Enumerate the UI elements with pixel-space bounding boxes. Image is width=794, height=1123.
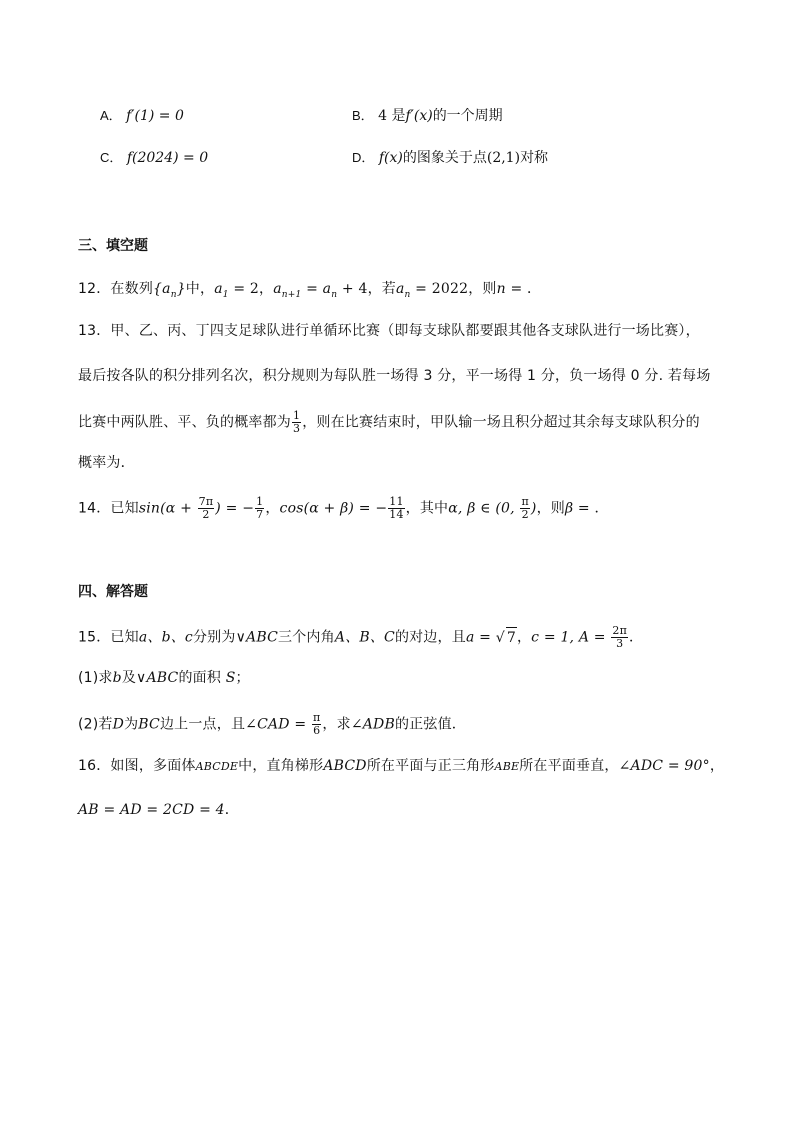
q14-cos-pre: cos(α + β) = − (279, 500, 388, 517)
q14-f2-num: 1 (256, 495, 264, 508)
q12-seq-open: {a (153, 281, 171, 297)
q14-f2-den: 7 (256, 508, 264, 521)
section-title-answer: 四、解答题 (78, 584, 148, 600)
q15-frac (611, 625, 628, 650)
option-a-label: A． (100, 108, 122, 123)
q14-frac-2 (255, 496, 264, 521)
q15-p1-tri: ∨ABC (136, 670, 179, 686)
q12-an-val: = 2022 (410, 281, 469, 297)
option-b-text-post: 的一个周期 (432, 108, 503, 124)
q14-frac-1 (198, 496, 215, 521)
q15-p1-mid: 及 (121, 670, 137, 686)
option-c-expr: f(2024) = 0 (126, 150, 209, 166)
q14-text-3: ，则 (536, 500, 565, 517)
q16-text-3: 所在平面与正三角形 (366, 758, 495, 774)
q14-frac-4 (520, 496, 529, 521)
q16-text-4: 所在平面垂直， (519, 758, 619, 774)
option-b-text: 是 (391, 108, 406, 124)
q15-p1-b: b (112, 670, 122, 686)
q15-a-eq: a = (465, 629, 496, 646)
option-d-label: D． (352, 150, 375, 165)
q12-an-sub: n (404, 289, 411, 300)
q12-a1-val: = 2 (228, 281, 260, 297)
question-13-line-4: 概率为． (78, 455, 135, 471)
q15-number: 15． (78, 629, 111, 646)
option-b-label: B． (352, 108, 374, 123)
option-d-text-mid: 的图象关于点 (402, 150, 487, 166)
q15-p2-fnum: π (312, 711, 321, 724)
q15-sep: ， (516, 629, 532, 646)
q12-text-2: 中， (185, 281, 215, 297)
option-a-expr: f′(1) = 0 (126, 108, 184, 124)
option-c (100, 148, 208, 168)
q14-sep: ， (265, 500, 280, 517)
q12-an-var: a (395, 281, 405, 297)
q15-p2-ang: ∠CAD = (245, 716, 311, 733)
q12-text-3: ，若 (367, 281, 396, 297)
q16-text-1: 如图，多面体 (110, 758, 196, 774)
question-13-line-1: 13．甲、乙、丙、丁四支足球队进行单循环比赛（即每支球队都要跟其他各支球队进行一场比赛）， (78, 323, 700, 339)
q15-p2-t3: ，求 (322, 716, 351, 733)
q15-text-4: 的对边，且 (394, 629, 466, 646)
option-d-expr: f(x) (378, 150, 403, 166)
option-b-number: 4 (378, 108, 388, 124)
q12-text-4: ，则 (468, 281, 497, 297)
q15-text-2: 分别为 (192, 629, 236, 646)
q16-line2: AB = AD = 2CD = 4 (78, 802, 225, 818)
q15-text-1: 已知 (110, 629, 139, 646)
question-16-line-2 (78, 800, 239, 820)
q14-sin-pre: sin(α + (138, 500, 197, 517)
q14-f1-num: 7π (198, 495, 214, 508)
q16-angle: ∠ADC = 90° (618, 758, 710, 774)
q14-text-1: 已知 (110, 500, 139, 517)
q16-tri: ABE (494, 760, 520, 773)
q14-f1-den: 2 (202, 508, 210, 521)
option-d-text-post: 对称 (520, 150, 549, 166)
q15-c-eq: c = 1, A = (531, 629, 611, 646)
q12-sequence (153, 281, 186, 300)
q12-recurrence (273, 281, 368, 300)
q14-ab-end: ) (530, 500, 537, 517)
q13-fraction (292, 410, 301, 435)
q14-sin-mid: ) = − (215, 500, 255, 517)
q14-frac-3 (388, 496, 404, 521)
option-d-point: (2,1) (486, 150, 521, 166)
q16-text-5: ， (709, 758, 725, 774)
option-c-label: C． (100, 150, 123, 165)
q15-p2-t2: 边上一点，且 (159, 716, 246, 733)
q15-p2-bc: BC (138, 716, 160, 733)
section-title-fill: 三、填空题 (78, 238, 148, 254)
q15-f-num: 2π (612, 624, 628, 637)
q12-a1-var: a (214, 281, 223, 297)
q16-line2-end: ． (224, 802, 239, 818)
q12-a1 (214, 281, 260, 300)
question-14 (78, 496, 609, 521)
q14-alpha-beta: α, β ∈ (0, (448, 500, 520, 517)
question-15 (78, 625, 643, 650)
option-b-expr: f′(x) (405, 108, 433, 124)
q14-f4-num: π (521, 495, 529, 508)
q15-p2-frac (312, 712, 321, 737)
q13-frac-den: 3 (293, 422, 301, 435)
question-13-line-3 (78, 410, 700, 435)
q14-number: 14． (78, 500, 111, 517)
question-16 (78, 756, 724, 777)
q16-text-2: 中，直角梯形 (238, 758, 324, 774)
q15-sqrt: √ 7 (496, 630, 517, 646)
option-a (100, 106, 184, 126)
question-13-line-2: 最后按各队的积分排列名次，积分规则为每队胜一场得 3 分，平一场得 1 分，负一场得 0 分. 若每场 (78, 368, 711, 384)
q13-line3-post: ，则在比赛结束时，甲队输一场且积分超过其余每支球队积分的 (302, 414, 700, 431)
option-b (352, 106, 503, 126)
q15-p1-s: S (221, 670, 236, 686)
q12-seq-close: } (176, 281, 186, 297)
q12-text-1: 在数列 (110, 281, 154, 297)
q15-p2-t1: 为 (124, 716, 139, 733)
q14-f4-den: 2 (521, 508, 529, 521)
q16-number: 16． (78, 758, 111, 774)
q12-number: 12． (78, 281, 111, 297)
q15-text-3: 三个内角 (278, 629, 335, 646)
q15-angles: A、B、C (334, 629, 395, 646)
q15-p2-fden: 6 (313, 724, 321, 737)
q12-a1-sub: 1 (222, 289, 229, 300)
question-15-part-1 (78, 668, 250, 688)
q12-seq-sub: n (170, 289, 177, 300)
q12-rec-var: a (273, 281, 282, 297)
q15-abc: a、b、c (138, 629, 193, 646)
q15-end: ． (629, 629, 644, 646)
q15-p1-post: 的面积 (178, 670, 222, 686)
q15-triangle: ∨ABC (235, 629, 279, 646)
q12-sep: ， (259, 281, 274, 297)
q15-p2-ang2: ∠ADB (350, 716, 395, 733)
q12-rec-val: = a (301, 281, 332, 297)
question-15-part-2 (78, 712, 466, 737)
q15-p2-t4: 的正弦值． (394, 716, 466, 733)
q13-frac-num: 1 (293, 409, 301, 422)
q12-rec-sub2: n (331, 289, 338, 300)
q15-p1-end: ； (235, 670, 250, 686)
q12-rec-sub: n+1 (281, 289, 302, 300)
q12-text-5: = ． (505, 281, 542, 297)
q15-p2-pre: (2)若 (78, 716, 113, 733)
q14-f3-den: 14 (389, 508, 404, 521)
q12-an (395, 281, 469, 300)
q12-n: n (496, 281, 506, 297)
q15-p2-d: D (112, 716, 125, 733)
q15-p1-pre: (1)求 (78, 670, 113, 686)
q16-trap: ABCD (323, 758, 367, 774)
q15-sqrt-val: 7 (506, 627, 517, 648)
q14-text-2: ，其中 (405, 500, 449, 517)
option-d (352, 148, 548, 168)
q14-f3-num: 11 (389, 495, 404, 508)
question-12 (78, 279, 541, 305)
q15-f-den: 3 (616, 637, 624, 650)
q16-poly: ABCDE (195, 760, 239, 773)
q13-line3-pre: 比赛中两队胜、平、负的概率都为 (78, 414, 291, 431)
q14-text-4: = ． (573, 500, 609, 517)
q12-rec-tail: + 4 (337, 281, 368, 297)
q14-beta: β (564, 500, 574, 517)
